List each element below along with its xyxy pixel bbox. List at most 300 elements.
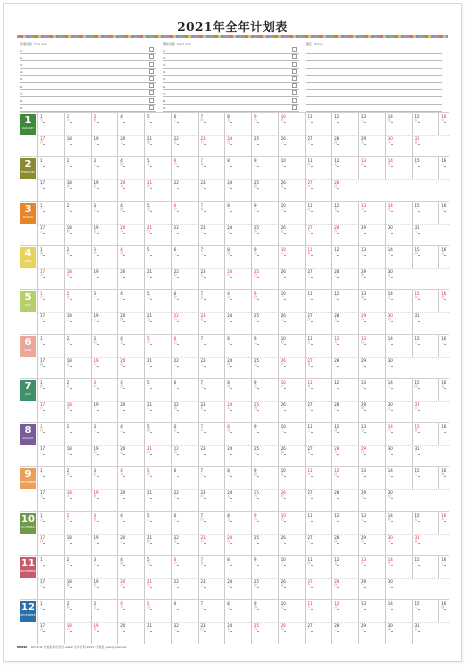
day-cell[interactable]	[331, 290, 359, 312]
day-cell[interactable]	[278, 401, 306, 423]
day-cell[interactable]	[224, 312, 252, 334]
day-cell[interactable]	[385, 534, 413, 556]
day-cell[interactable]	[251, 379, 279, 401]
day-cell[interactable]	[91, 556, 119, 578]
day-cell[interactable]	[37, 423, 65, 445]
day-cell[interactable]	[64, 401, 92, 423]
day-cell[interactable]	[305, 357, 333, 379]
day-cell[interactable]	[438, 157, 462, 179]
day-cell[interactable]	[412, 312, 440, 334]
goal-checkbox[interactable]	[292, 54, 297, 59]
day-cell[interactable]	[412, 512, 440, 534]
goal-line[interactable]	[20, 105, 156, 112]
day-cell[interactable]	[385, 246, 413, 268]
day-cell[interactable]	[278, 335, 306, 357]
day-cell[interactable]	[305, 268, 333, 290]
day-cell[interactable]	[305, 600, 333, 622]
day-cell[interactable]	[412, 202, 440, 224]
day-cell[interactable]	[251, 489, 279, 511]
day-cell[interactable]	[224, 622, 252, 644]
day-cell[interactable]	[64, 512, 92, 534]
day-cell[interactable]	[385, 467, 413, 489]
day-cell[interactable]	[198, 157, 226, 179]
day-cell[interactable]	[385, 622, 413, 644]
day-cell[interactable]	[251, 423, 279, 445]
day-cell[interactable]	[117, 556, 145, 578]
goal-line[interactable]	[306, 54, 442, 61]
day-cell[interactable]	[224, 512, 252, 534]
day-cell[interactable]	[91, 401, 119, 423]
day-cell[interactable]	[331, 202, 359, 224]
day-cell[interactable]	[144, 423, 172, 445]
day-cell[interactable]	[385, 290, 413, 312]
day-cell[interactable]	[412, 423, 440, 445]
day-cell[interactable]	[198, 135, 226, 157]
day-cell[interactable]	[64, 467, 92, 489]
day-cell[interactable]	[144, 445, 172, 467]
day-cell[interactable]	[144, 157, 172, 179]
day-cell[interactable]	[171, 135, 199, 157]
day-cell[interactable]	[412, 290, 440, 312]
goal-line[interactable]	[163, 83, 299, 90]
day-cell[interactable]	[358, 489, 386, 511]
day-cell[interactable]	[171, 357, 199, 379]
day-cell[interactable]	[385, 401, 413, 423]
day-cell[interactable]	[64, 268, 92, 290]
day-cell[interactable]	[331, 556, 359, 578]
day-cell[interactable]	[251, 202, 279, 224]
day-cell[interactable]	[438, 113, 462, 135]
day-cell[interactable]	[64, 600, 92, 622]
goal-line[interactable]	[20, 83, 156, 90]
day-cell[interactable]	[144, 246, 172, 268]
day-cell[interactable]	[198, 467, 226, 489]
day-cell[interactable]	[144, 113, 172, 135]
goal-checkbox[interactable]	[149, 47, 154, 52]
day-cell[interactable]	[305, 467, 333, 489]
day-cell[interactable]	[305, 135, 333, 157]
day-cell[interactable]	[412, 379, 440, 401]
day-cell[interactable]	[117, 578, 145, 600]
day-cell[interactable]	[358, 534, 386, 556]
day-cell[interactable]	[171, 622, 199, 644]
day-cell[interactable]	[198, 534, 226, 556]
day-cell[interactable]	[37, 379, 65, 401]
day-cell[interactable]	[224, 489, 252, 511]
day-cell[interactable]	[412, 467, 440, 489]
day-cell[interactable]	[171, 401, 199, 423]
day-cell[interactable]	[385, 423, 413, 445]
goal-checkbox[interactable]	[292, 62, 297, 67]
day-cell[interactable]	[385, 113, 413, 135]
day-cell[interactable]	[91, 179, 119, 201]
day-cell[interactable]	[171, 312, 199, 334]
day-cell[interactable]	[37, 135, 65, 157]
day-cell[interactable]	[278, 113, 306, 135]
day-cell[interactable]	[198, 113, 226, 135]
day-cell[interactable]	[438, 202, 462, 224]
day-cell[interactable]	[171, 512, 199, 534]
day-cell[interactable]	[91, 423, 119, 445]
day-cell[interactable]	[117, 512, 145, 534]
day-cell[interactable]	[305, 534, 333, 556]
day-cell[interactable]	[251, 246, 279, 268]
day-cell[interactable]	[358, 622, 386, 644]
goal-checkbox[interactable]	[149, 83, 154, 88]
day-cell[interactable]	[438, 512, 462, 534]
day-cell[interactable]	[251, 578, 279, 600]
day-cell[interactable]	[278, 423, 306, 445]
goal-line[interactable]	[306, 76, 442, 83]
day-cell[interactable]	[438, 335, 462, 357]
day-cell[interactable]	[385, 556, 413, 578]
day-cell[interactable]	[198, 246, 226, 268]
day-cell[interactable]	[117, 423, 145, 445]
day-cell[interactable]	[37, 179, 65, 201]
day-cell[interactable]	[171, 467, 199, 489]
day-cell[interactable]	[305, 179, 333, 201]
day-cell[interactable]	[37, 312, 65, 334]
day-cell[interactable]	[331, 600, 359, 622]
goal-checkbox[interactable]	[292, 98, 297, 103]
day-cell[interactable]	[171, 113, 199, 135]
day-cell[interactable]	[224, 445, 252, 467]
day-cell[interactable]	[91, 467, 119, 489]
day-cell[interactable]	[305, 489, 333, 511]
day-cell[interactable]	[278, 135, 306, 157]
day-cell[interactable]	[117, 290, 145, 312]
day-cell[interactable]	[358, 157, 386, 179]
day-cell[interactable]	[358, 202, 386, 224]
day-cell[interactable]	[331, 578, 359, 600]
day-cell[interactable]	[358, 357, 386, 379]
day-cell[interactable]	[198, 489, 226, 511]
day-cell[interactable]	[171, 379, 199, 401]
day-cell[interactable]	[251, 512, 279, 534]
day-cell[interactable]	[438, 379, 462, 401]
goal-line[interactable]	[163, 69, 299, 76]
goal-line[interactable]	[163, 76, 299, 83]
day-cell[interactable]	[224, 379, 252, 401]
day-cell[interactable]	[331, 157, 359, 179]
day-cell[interactable]	[278, 290, 306, 312]
day-cell[interactable]	[171, 179, 199, 201]
day-cell[interactable]	[198, 512, 226, 534]
day-cell[interactable]	[91, 246, 119, 268]
goal-line[interactable]	[163, 61, 299, 68]
day-cell[interactable]	[171, 246, 199, 268]
day-cell[interactable]	[358, 401, 386, 423]
day-cell[interactable]	[385, 135, 413, 157]
day-cell[interactable]	[305, 246, 333, 268]
day-cell[interactable]	[64, 246, 92, 268]
day-cell[interactable]	[171, 445, 199, 467]
day-cell[interactable]	[171, 600, 199, 622]
day-cell[interactable]	[117, 113, 145, 135]
day-cell[interactable]	[171, 157, 199, 179]
day-cell[interactable]	[224, 467, 252, 489]
goal-checkbox[interactable]	[149, 105, 154, 110]
day-cell[interactable]	[224, 556, 252, 578]
day-cell[interactable]	[117, 401, 145, 423]
day-cell[interactable]	[251, 312, 279, 334]
day-cell[interactable]	[91, 445, 119, 467]
day-cell[interactable]	[198, 600, 226, 622]
day-cell[interactable]	[224, 157, 252, 179]
day-cell[interactable]	[198, 357, 226, 379]
day-cell[interactable]	[198, 401, 226, 423]
day-cell[interactable]	[117, 335, 145, 357]
day-cell[interactable]	[331, 335, 359, 357]
day-cell[interactable]	[278, 445, 306, 467]
day-cell[interactable]	[412, 113, 440, 135]
day-cell[interactable]	[64, 357, 92, 379]
day-cell[interactable]	[64, 202, 92, 224]
day-cell[interactable]	[198, 622, 226, 644]
day-cell[interactable]	[224, 401, 252, 423]
day-cell[interactable]	[412, 534, 440, 556]
day-cell[interactable]	[37, 290, 65, 312]
day-cell[interactable]	[64, 335, 92, 357]
day-cell[interactable]	[331, 512, 359, 534]
day-cell[interactable]	[91, 202, 119, 224]
day-cell[interactable]	[438, 423, 462, 445]
day-cell[interactable]	[358, 578, 386, 600]
goal-checkbox[interactable]	[149, 69, 154, 74]
day-cell[interactable]	[144, 512, 172, 534]
day-cell[interactable]	[438, 246, 462, 268]
day-cell[interactable]	[64, 578, 92, 600]
goal-line[interactable]	[163, 47, 299, 54]
day-cell[interactable]	[358, 290, 386, 312]
day-cell[interactable]	[305, 578, 333, 600]
day-cell[interactable]	[278, 202, 306, 224]
day-cell[interactable]	[278, 622, 306, 644]
day-cell[interactable]	[224, 224, 252, 246]
day-cell[interactable]	[412, 157, 440, 179]
day-cell[interactable]	[224, 290, 252, 312]
day-cell[interactable]	[438, 467, 462, 489]
day-cell[interactable]	[385, 268, 413, 290]
goal-line[interactable]	[20, 97, 156, 104]
goal-line[interactable]	[20, 90, 156, 97]
day-cell[interactable]	[358, 268, 386, 290]
day-cell[interactable]	[64, 423, 92, 445]
day-cell[interactable]	[251, 622, 279, 644]
day-cell[interactable]	[385, 600, 413, 622]
day-cell[interactable]	[64, 179, 92, 201]
day-cell[interactable]	[385, 357, 413, 379]
day-cell[interactable]	[91, 135, 119, 157]
day-cell[interactable]	[37, 578, 65, 600]
day-cell[interactable]	[117, 202, 145, 224]
day-cell[interactable]	[305, 113, 333, 135]
day-cell[interactable]	[117, 246, 145, 268]
day-cell[interactable]	[278, 467, 306, 489]
day-cell[interactable]	[64, 312, 92, 334]
day-cell[interactable]	[358, 379, 386, 401]
day-cell[interactable]	[91, 379, 119, 401]
goal-line[interactable]	[306, 47, 442, 54]
day-cell[interactable]	[278, 489, 306, 511]
day-cell[interactable]	[305, 224, 333, 246]
day-cell[interactable]	[144, 467, 172, 489]
day-cell[interactable]	[385, 312, 413, 334]
day-cell[interactable]	[198, 268, 226, 290]
day-cell[interactable]	[224, 135, 252, 157]
day-cell[interactable]	[37, 534, 65, 556]
day-cell[interactable]	[198, 379, 226, 401]
day-cell[interactable]	[358, 135, 386, 157]
day-cell[interactable]	[37, 445, 65, 467]
day-cell[interactable]	[331, 312, 359, 334]
day-cell[interactable]	[117, 312, 145, 334]
goal-line[interactable]	[20, 69, 156, 76]
day-cell[interactable]	[117, 600, 145, 622]
goal-checkbox[interactable]	[149, 76, 154, 81]
day-cell[interactable]	[117, 179, 145, 201]
day-cell[interactable]	[64, 290, 92, 312]
day-cell[interactable]	[37, 467, 65, 489]
goal-checkbox[interactable]	[292, 76, 297, 81]
day-cell[interactable]	[144, 179, 172, 201]
day-cell[interactable]	[198, 224, 226, 246]
day-cell[interactable]	[64, 489, 92, 511]
day-cell[interactable]	[438, 600, 462, 622]
day-cell[interactable]	[171, 202, 199, 224]
day-cell[interactable]	[64, 445, 92, 467]
day-cell[interactable]	[358, 556, 386, 578]
day-cell[interactable]	[251, 268, 279, 290]
day-cell[interactable]	[144, 224, 172, 246]
day-cell[interactable]	[64, 224, 92, 246]
day-cell[interactable]	[251, 600, 279, 622]
day-cell[interactable]	[91, 335, 119, 357]
goal-checkbox[interactable]	[149, 54, 154, 59]
day-cell[interactable]	[358, 423, 386, 445]
day-cell[interactable]	[91, 357, 119, 379]
goal-line[interactable]	[163, 105, 299, 112]
day-cell[interactable]	[144, 401, 172, 423]
day-cell[interactable]	[91, 534, 119, 556]
day-cell[interactable]	[224, 113, 252, 135]
day-cell[interactable]	[144, 534, 172, 556]
goal-line[interactable]	[20, 47, 156, 54]
day-cell[interactable]	[198, 445, 226, 467]
day-cell[interactable]	[198, 179, 226, 201]
day-cell[interactable]	[64, 534, 92, 556]
day-cell[interactable]	[385, 224, 413, 246]
day-cell[interactable]	[278, 312, 306, 334]
day-cell[interactable]	[198, 578, 226, 600]
day-cell[interactable]	[385, 489, 413, 511]
day-cell[interactable]	[198, 335, 226, 357]
day-cell[interactable]	[278, 578, 306, 600]
day-cell[interactable]	[412, 246, 440, 268]
day-cell[interactable]	[171, 578, 199, 600]
day-cell[interactable]	[117, 157, 145, 179]
day-cell[interactable]	[37, 202, 65, 224]
goal-checkbox[interactable]	[292, 47, 297, 52]
day-cell[interactable]	[358, 312, 386, 334]
day-cell[interactable]	[331, 423, 359, 445]
day-cell[interactable]	[91, 600, 119, 622]
day-cell[interactable]	[331, 113, 359, 135]
goal-line[interactable]	[306, 97, 442, 104]
day-cell[interactable]	[305, 401, 333, 423]
day-cell[interactable]	[251, 445, 279, 467]
day-cell[interactable]	[331, 489, 359, 511]
day-cell[interactable]	[144, 489, 172, 511]
day-cell[interactable]	[91, 512, 119, 534]
day-cell[interactable]	[64, 157, 92, 179]
day-cell[interactable]	[278, 512, 306, 534]
day-cell[interactable]	[305, 157, 333, 179]
day-cell[interactable]	[224, 578, 252, 600]
day-cell[interactable]	[37, 357, 65, 379]
day-cell[interactable]	[412, 401, 440, 423]
day-cell[interactable]	[251, 157, 279, 179]
day-cell[interactable]	[224, 423, 252, 445]
day-cell[interactable]	[171, 224, 199, 246]
day-cell[interactable]	[358, 113, 386, 135]
day-cell[interactable]	[412, 335, 440, 357]
day-cell[interactable]	[144, 600, 172, 622]
day-cell[interactable]	[331, 135, 359, 157]
day-cell[interactable]	[331, 268, 359, 290]
day-cell[interactable]	[37, 600, 65, 622]
day-cell[interactable]	[385, 157, 413, 179]
day-cell[interactable]	[331, 379, 359, 401]
day-cell[interactable]	[37, 512, 65, 534]
day-cell[interactable]	[278, 179, 306, 201]
goal-line[interactable]	[306, 90, 442, 97]
day-cell[interactable]	[117, 622, 145, 644]
day-cell[interactable]	[305, 423, 333, 445]
day-cell[interactable]	[64, 113, 92, 135]
day-cell[interactable]	[144, 268, 172, 290]
day-cell[interactable]	[144, 202, 172, 224]
day-cell[interactable]	[305, 512, 333, 534]
day-cell[interactable]	[278, 556, 306, 578]
day-cell[interactable]	[144, 335, 172, 357]
day-cell[interactable]	[144, 379, 172, 401]
day-cell[interactable]	[37, 489, 65, 511]
day-cell[interactable]	[305, 290, 333, 312]
day-cell[interactable]	[438, 290, 462, 312]
day-cell[interactable]	[37, 622, 65, 644]
day-cell[interactable]	[251, 556, 279, 578]
day-cell[interactable]	[198, 290, 226, 312]
goal-checkbox[interactable]	[149, 62, 154, 67]
goal-line[interactable]	[20, 61, 156, 68]
day-cell[interactable]	[91, 157, 119, 179]
day-cell[interactable]	[412, 135, 440, 157]
goal-line[interactable]	[163, 97, 299, 104]
day-cell[interactable]	[144, 556, 172, 578]
day-cell[interactable]	[331, 534, 359, 556]
day-cell[interactable]	[144, 290, 172, 312]
day-cell[interactable]	[171, 556, 199, 578]
day-cell[interactable]	[144, 312, 172, 334]
day-cell[interactable]	[171, 268, 199, 290]
day-cell[interactable]	[198, 556, 226, 578]
day-cell[interactable]	[412, 445, 440, 467]
day-cell[interactable]	[91, 224, 119, 246]
goal-line[interactable]	[163, 54, 299, 61]
day-cell[interactable]	[171, 335, 199, 357]
day-cell[interactable]	[224, 534, 252, 556]
